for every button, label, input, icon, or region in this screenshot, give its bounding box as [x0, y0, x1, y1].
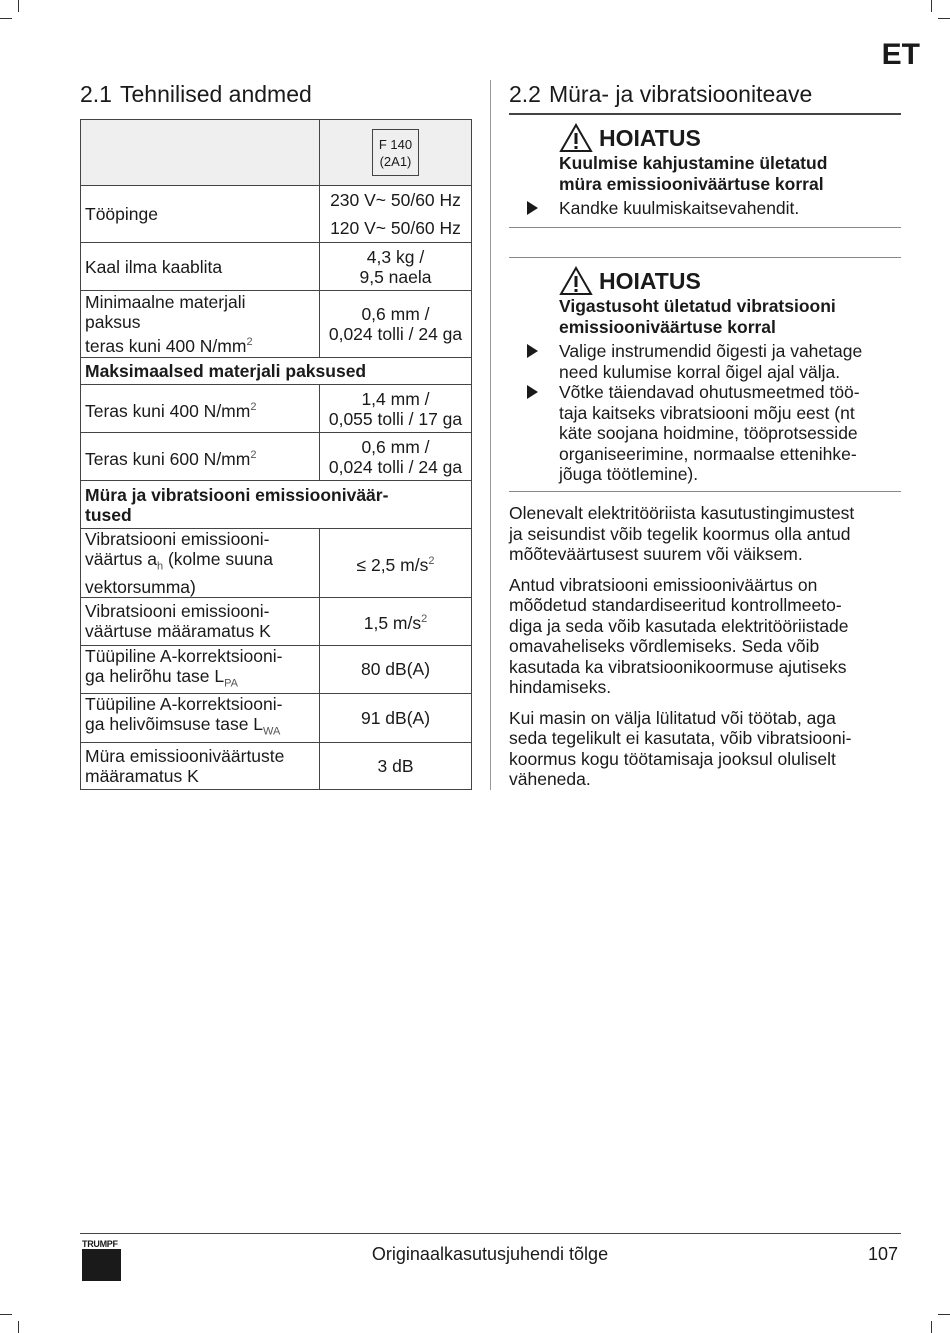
table-header-row — [81, 120, 472, 186]
heading-text: Tehnilised andmed — [119, 81, 312, 107]
table-row — [81, 433, 472, 481]
list-item — [509, 341, 901, 382]
row-label — [81, 433, 320, 481]
warning-subtitle-line: müra emissiooniväärtuse korral — [559, 173, 824, 194]
value-text: 9,5 naela — [359, 266, 432, 287]
subscript: WA — [263, 725, 281, 738]
model-name: F 140 — [378, 137, 413, 152]
label-text — [85, 666, 315, 694]
warning-subtitle-line: Kuulmise kahjustamine ületatud — [559, 153, 828, 173]
row-value: 80 dB(A) — [320, 645, 472, 694]
crop-mark — [931, 0, 932, 12]
page-number: 107 — [867, 1244, 898, 1264]
section-title — [81, 481, 472, 529]
row-label — [81, 742, 320, 789]
crop-mark — [18, 0, 19, 12]
row-value: 91 dB(A) — [320, 694, 472, 743]
section-title: Maksimaalsed materjali paksused — [81, 358, 472, 385]
table-row — [81, 529, 472, 598]
row-label — [81, 243, 320, 291]
row-value — [320, 597, 472, 645]
value-text: 1,5 m/s — [363, 612, 422, 633]
table-row — [81, 597, 472, 645]
value-text: 230 V~ 50/60 Hz — [330, 190, 461, 210]
list-item — [509, 198, 901, 219]
heading-number: 2.2 — [509, 81, 541, 107]
crop-mark — [931, 1321, 932, 1333]
warning-box-vibration — [509, 257, 901, 492]
superscript: 2 — [250, 400, 257, 413]
label-text: Teras kuni 400 N/mm — [85, 400, 251, 421]
warning-subtitle-line: Vigastusoht ületatud vibratsiooni — [559, 296, 836, 316]
footer-title: Originaalkasutusjuhendi tõlge — [371, 1244, 609, 1264]
label-text: Kaal ilma kaablita — [85, 256, 223, 277]
label-text: väärtuse määramatus K — [85, 621, 271, 641]
row-value — [320, 291, 472, 358]
warning-title-text: HOIATUS — [599, 267, 701, 294]
warning-list — [509, 341, 901, 485]
warning-subtitle-line: emissiooniväärtuse korral — [559, 316, 776, 337]
row-label — [81, 291, 320, 358]
list-item — [509, 382, 901, 485]
language-code: ET — [881, 38, 920, 71]
table-section-row — [81, 358, 472, 385]
row-value: 3 dB — [320, 742, 472, 789]
bullet-arrow-icon — [527, 385, 538, 399]
table-cell-model — [320, 120, 472, 186]
section-title-line: Müra ja vibratsiooni emissiooniväär- — [85, 484, 389, 505]
warning-triangle-icon — [559, 123, 593, 153]
paragraph-line: mõõteväärtusest suurem või väiksem. — [509, 544, 803, 564]
row-label — [81, 186, 320, 243]
label-text: Tööpinge — [85, 204, 158, 224]
warning-box-hearing — [509, 113, 901, 228]
value-text: 120 V~ 50/60 Hz — [330, 218, 461, 238]
value-text: 0,024 tolli / 24 ga — [328, 456, 463, 477]
label-text: ga helirõhu tase L — [85, 665, 225, 686]
table-row — [81, 694, 472, 743]
warning-title-text: HOIATUS — [599, 124, 701, 151]
crop-mark — [938, 1314, 950, 1315]
row-label — [81, 529, 320, 598]
paragraph — [509, 503, 901, 565]
value-text: 0,6 mm / — [361, 436, 430, 457]
label-text: teras kuni 400 N/mm — [85, 335, 247, 356]
label-text: väärtus a — [85, 549, 157, 569]
list-item-text: jõuga töötlemine). — [559, 464, 699, 484]
list-item-text: Kandke kuulmiskaitsevahendit. — [559, 198, 800, 218]
list-item-text: organiseerimine, normaalse ettenihke- — [559, 443, 857, 464]
row-value — [320, 243, 472, 291]
superscript: 2 — [250, 448, 257, 461]
table-row — [81, 186, 472, 243]
label-text: paksus — [85, 312, 141, 333]
body-text — [509, 503, 901, 800]
warning-triangle-icon — [559, 266, 593, 296]
paragraph — [509, 575, 901, 698]
superscript: 2 — [246, 336, 253, 349]
label-text: Minimaalne materjali — [85, 292, 246, 313]
row-label — [81, 385, 320, 433]
list-item-text: Võtke täiendavad ohutusmeetmed töö- — [559, 382, 860, 402]
footer-divider — [80, 1233, 901, 1234]
list-item-text: käte soojana hoidmine, tööprotsesside — [559, 423, 858, 443]
model-code: (2A1) — [379, 154, 412, 169]
crop-mark — [0, 1314, 12, 1315]
bullet-arrow-icon — [527, 201, 538, 215]
table-row — [81, 385, 472, 433]
table-section-row — [81, 481, 472, 529]
model-box — [372, 129, 419, 176]
table-cell-empty — [81, 120, 320, 186]
label-text — [85, 714, 315, 742]
paragraph-line: hindamiseks. — [509, 677, 612, 697]
label-text: Teras kuni 600 N/mm — [85, 448, 251, 469]
paragraph-line: seda tegelikult ei kasutata, võib vibratsiooni- — [509, 728, 852, 748]
value-text: 0,024 tolli / 24 ga — [328, 324, 463, 344]
paragraph-line: Antud vibratsiooni emissiooniväärtus on — [509, 574, 818, 595]
section-title-line: tused — [85, 504, 132, 525]
value-text: 4,3 kg / — [366, 246, 425, 267]
row-value — [320, 385, 472, 433]
paragraph-line: diga ja seda võib kasutada elektritööriistade — [509, 615, 849, 636]
heading-text: Müra- ja vibratsiooniteave — [548, 81, 813, 107]
label-text: ga helivõimsuse tase L — [85, 714, 264, 734]
superscript: 2 — [421, 613, 428, 626]
warning-title — [559, 266, 901, 296]
subscript: PA — [224, 677, 238, 689]
crop-mark — [0, 18, 12, 19]
label-text — [85, 332, 315, 356]
paragraph-line: mõõdetud standardiseeritud kontrollmeeto- — [509, 595, 842, 615]
superscript: 2 — [428, 554, 435, 567]
label-text: Vibratsiooni emissiooni- — [85, 601, 270, 621]
brand-logo-text: TRUMPF — [82, 1239, 118, 1249]
row-label — [81, 645, 320, 694]
paragraph — [509, 708, 901, 790]
table-row — [81, 291, 472, 358]
row-value — [320, 186, 472, 243]
row-value — [320, 433, 472, 481]
technical-data-table — [80, 119, 472, 790]
paragraph-line: Kui masin on välja lülitatud või töötab, aga — [509, 707, 836, 728]
label-text: Tüüpiline A-korrektsiooni- — [85, 694, 283, 714]
table-row — [81, 645, 472, 694]
warning-subtitle — [559, 153, 901, 194]
value-text: 0,6 mm / — [361, 304, 430, 324]
label-text: vektorsumma) — [85, 576, 196, 597]
list-item-text: need kulumise korral õigel ajal välja. — [559, 361, 841, 382]
label-text: määramatus K — [85, 765, 199, 786]
label-text: Tüüpiline A-korrektsiooni- — [85, 645, 283, 666]
label-text: (kolme suuna — [163, 549, 274, 569]
label-text — [85, 549, 315, 577]
paragraph-line: kasutada ka vibratsioonikoormuse ajutiseks — [509, 656, 847, 677]
warning-title — [559, 123, 901, 153]
paragraph-line: ja seisundist võib tegelik koormus olla antud — [509, 523, 851, 544]
table-row — [81, 243, 472, 291]
section-heading-technical-data — [80, 81, 312, 108]
bullet-arrow-icon — [527, 344, 538, 358]
value-text: ≤ 2,5 m/s — [356, 554, 429, 575]
paragraph-line: koormus kogu töötamisaja jooksul oluliselt — [509, 748, 836, 769]
list-item-text: taja kaitseks vibratsiooni mõju eest (nt — [559, 402, 855, 423]
row-label — [81, 694, 320, 743]
value-text: 1,4 mm / — [361, 388, 430, 409]
list-item-text: Valige instrumendid õigesti ja vahetage — [559, 341, 863, 361]
section-heading-noise-vibration — [509, 81, 812, 108]
label-text: Vibratsiooni emissiooni- — [85, 529, 270, 549]
label-text: Müra emissiooniväärtuste — [85, 745, 285, 766]
row-value — [320, 529, 472, 598]
value-text: 0,055 tolli / 17 ga — [328, 408, 463, 429]
row-label — [81, 597, 320, 645]
crop-mark — [938, 18, 950, 19]
warning-list — [509, 198, 901, 219]
table-row — [81, 742, 472, 789]
paragraph-line: Olenevalt elektritööriista kasutustingimustest — [509, 503, 855, 523]
paragraph-line: väheneda. — [509, 769, 591, 789]
crop-mark — [18, 1321, 19, 1333]
subscript: h — [156, 560, 164, 573]
heading-number: 2.1 — [80, 81, 112, 107]
warning-subtitle — [559, 296, 901, 337]
column-divider — [490, 80, 491, 790]
paragraph-line: omavaheliseks võrdlemiseks. Seda võib — [509, 636, 820, 656]
